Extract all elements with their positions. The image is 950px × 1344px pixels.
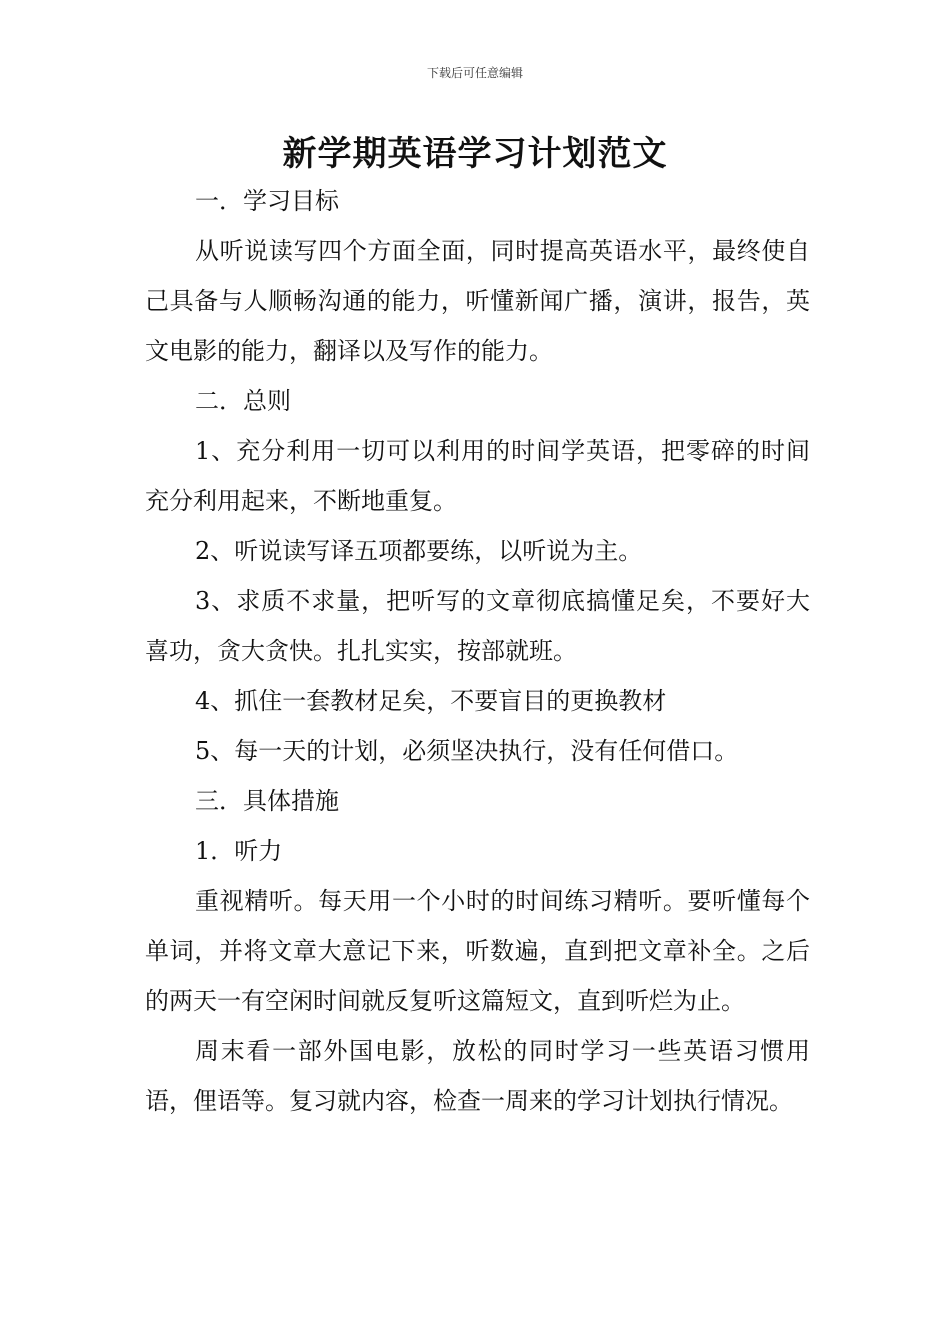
subheading-listening: 1．听力 [195, 837, 283, 865]
listening-paragraph-1: 重视精听。每天用一个小时的时间练习精听。要听懂每个单词，并将文章大意记下来，听数遍，直到把文章补全。之后的两天一有空闲时间就反复听这篇短文，直到听烂为止。 [145, 887, 810, 1015]
header-note: 下载后可任意编辑 [426, 66, 523, 80]
document-title: 新学期英语学习计划范文 [282, 134, 668, 174]
principle-item-1: 1、充分利用一切可以利用的时间学英语，把零碎的时间充分利用起来，不断地重复。 [145, 437, 810, 515]
listening-paragraph-2: 周末看一部外国电影，放松的同时学习一些英语习惯用语，俚语等。复习就内容，检查一周来的学习计划执行情况。 [145, 1037, 810, 1115]
principle-item-4: 4、抓住一套教材足矣，不要盲目的更换教材 [195, 687, 667, 715]
principle-item-3: 3、求质不求量，把听写的文章彻底搞懂足矣，不要好大喜功，贪大贪快。扎扎实实，按部就班。 [145, 587, 810, 665]
principle-item-5: 5、每一天的计划，必须坚决执行，没有任何借口。 [195, 737, 739, 765]
goals-paragraph: 从听说读写四个方面全面，同时提高英语水平，最终使自己具备与人顺畅沟通的能力，听懂新闻广播，演讲，报告，英文电影的能力，翻译以及写作的能力。 [145, 237, 810, 365]
section-heading-principles: 二．总则 [195, 387, 291, 415]
section-heading-goals: 一．学习目标 [195, 187, 339, 215]
document-body [145, 176, 810, 1126]
principle-item-2: 2、听说读写译五项都要练，以听说为主。 [195, 537, 643, 565]
section-heading-measures: 三．具体措施 [195, 787, 339, 815]
